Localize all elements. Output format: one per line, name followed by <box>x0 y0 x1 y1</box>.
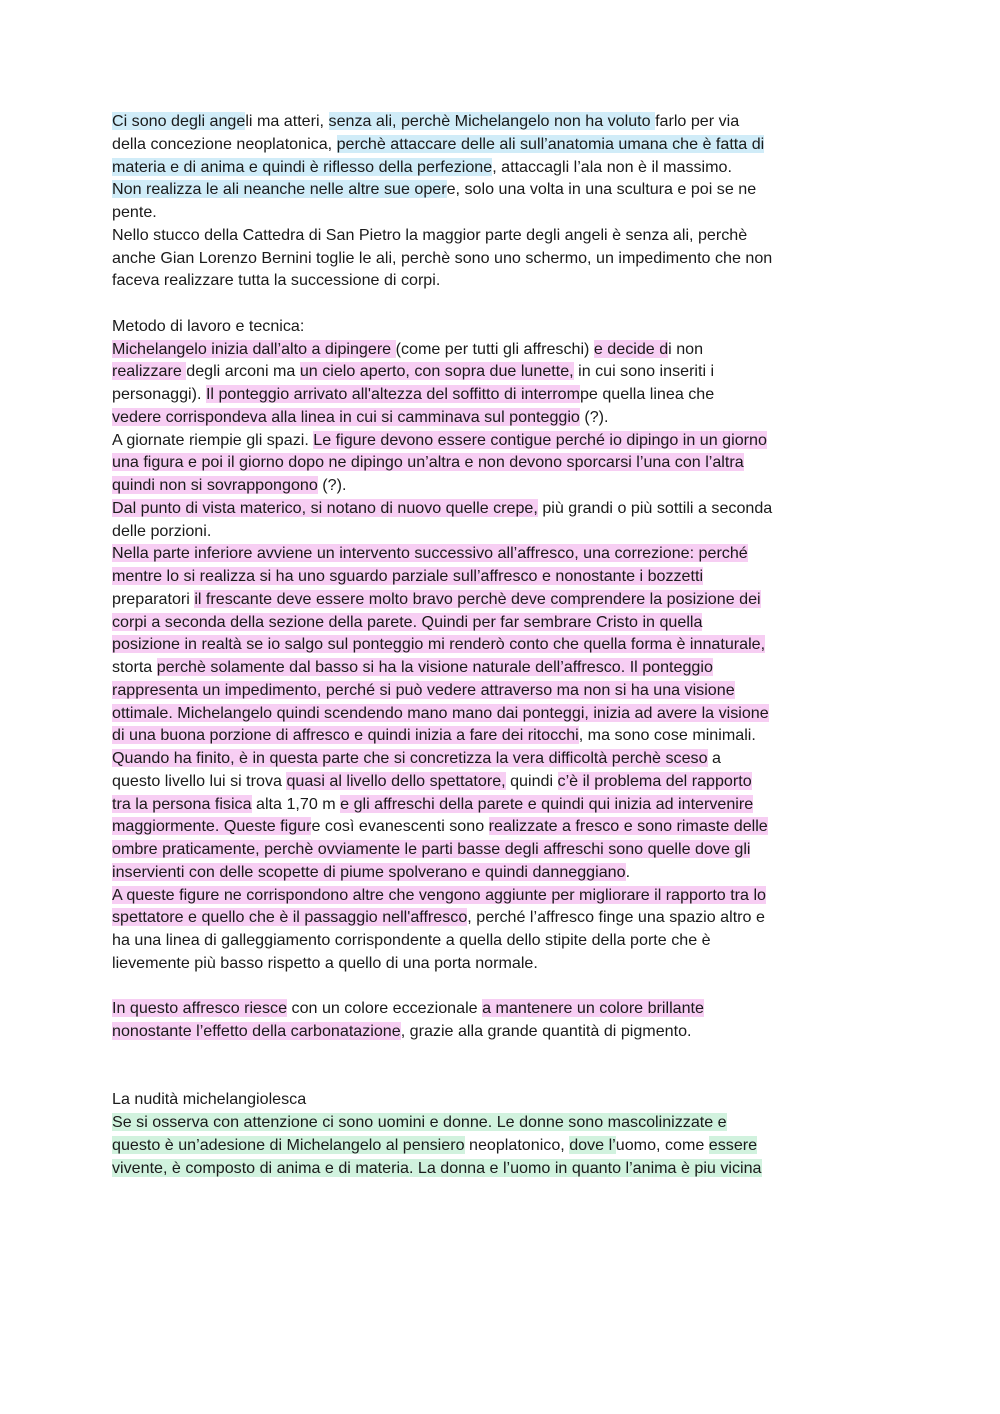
highlighted-text: Michelangelo inizia dall’alto a dipingere <box>112 339 396 358</box>
highlighted-text: Dal punto di vista materico, si notano di nuovo quelle crepe, <box>112 498 538 517</box>
text-segment: più grandi o più sottili a seconda <box>537 498 773 517</box>
text-line <box>112 406 832 429</box>
text-segment: , perché l’affresco finge una spazio altro e <box>467 908 765 927</box>
text-line <box>112 178 832 201</box>
highlighted-text: realizzate a fresco <box>488 817 620 836</box>
highlighted-text: posizione in realtà se io salgo sul ponteggio mi renderò conto che quella forma è innaturale, <box>112 635 766 654</box>
text-segment: farlo per via <box>655 112 740 130</box>
text-line <box>112 702 832 725</box>
highlighted-text: nonostante l’effetto della carbonatazione <box>112 1022 401 1040</box>
text-line <box>112 110 832 133</box>
text-segment: della concezione neoplatonica, <box>112 134 337 153</box>
text-segment: , grazie alla grande quantità di pigmento. <box>400 1022 692 1040</box>
text-line <box>112 269 832 292</box>
text-line <box>112 952 832 975</box>
highlighted-text: e gli affreschi <box>340 794 440 813</box>
text-line <box>112 497 832 520</box>
paragraph-gap <box>112 975 832 998</box>
text-segment: (?). <box>317 476 347 494</box>
text-line <box>112 520 832 543</box>
highlighted-text: essere <box>708 1135 758 1154</box>
text-segment: con un colore eccezionale <box>287 999 483 1018</box>
highlighted-text: perchè solamente dal basso si ha la visione naturale dell’affresco. Il ponteggio <box>156 658 713 676</box>
highlighted-text: dove l’ <box>569 1135 616 1154</box>
text-line <box>112 429 832 452</box>
highlighted-text: perchè attaccare delle ali sull’anatomia umana che è fatta di <box>336 134 765 153</box>
highlighted-text: ottimale. <box>112 703 173 722</box>
highlighted-text: e quindi qui inizia ad intervenire <box>523 794 754 813</box>
highlighted-text: mentre lo si realizza si ha uno sguardo parziale sull’affresco e nonostante i bozzetti <box>112 567 704 585</box>
highlighted-text: Quando ha finito, è in questa parte che si concretizza la vera difficoltà perchè sceso <box>112 749 708 767</box>
text-segment: pente. <box>112 203 157 221</box>
highlighted-text: quindi non si sovrappongono <box>112 476 318 494</box>
highlighted-text: Le figure devono essere contigue perché io dipingo in un giorno <box>313 430 767 449</box>
highlighted-text: un cielo aperto, con sopra due lunette, <box>299 362 574 381</box>
text-segment: personaggi). <box>112 385 206 403</box>
text-segment: A giornate riempie gli spazi. <box>112 430 314 449</box>
text-segment: , ma sono cose minimali. <box>578 726 756 745</box>
highlighted-text: dere corrispondeva alla linea in cui si camminava sul ponteggio <box>129 407 580 426</box>
text-segment: ha una linea di galleggiamento corrispondente a quella dello stipite della porte che è <box>112 931 711 949</box>
highlighted-text: a mantenere un colore brillante <box>482 999 704 1018</box>
text-segment: (come per tutti gli affreschi) <box>395 339 594 358</box>
text-line <box>112 770 832 793</box>
text-segment: lievemente più basso rispetto a quello di una porta normale. <box>112 953 538 972</box>
text-segment: Nello stucco della Cattedra di San Pietro la maggior parte degli angeli è senza ali, perchè <box>112 225 748 244</box>
paragraph-gap <box>112 292 832 315</box>
text-segment: delle porzioni. <box>112 521 212 540</box>
text-line <box>112 793 832 816</box>
highlighted-text: questo è un’adesione di Michelangelo al pensiero <box>112 1135 465 1154</box>
highlighted-text: corpi a seconda della sezione della parete. Quindi per far sembrare Cristo in quella <box>112 612 703 631</box>
text-line <box>112 929 832 952</box>
text-segment: i non <box>668 339 704 358</box>
text-line <box>112 1088 832 1111</box>
text-segment: questo livello lui si trova <box>112 771 287 790</box>
text-segment: Metodo di lavoro e tecnica: <box>112 316 305 335</box>
highlighted-text: In questo affresco riesce <box>112 999 288 1018</box>
highlighted-text: realizzare <box>112 362 187 381</box>
highlighted-text: Se si osserva con attenzione ci sono uomini e donne. Le donne sono mascolinizzate e <box>112 1113 727 1131</box>
text-segment: La nudità michelangiolesca <box>112 1090 307 1109</box>
text-segment: quindi <box>505 771 558 790</box>
text-segment: (?). <box>579 407 609 426</box>
text-line <box>112 656 832 679</box>
text-segment: , attaccagli l’ala non è il massimo. <box>492 157 732 176</box>
text-line <box>112 201 832 224</box>
text-line <box>112 838 832 861</box>
highlighted-text: Michelangelo quindi scendendo mano mano dai ponteggi, inizia ad avere la visione <box>172 703 769 722</box>
highlighted-text: vivente, è composto di anima e di materia. La donna e l’uomo in quanto l’anima è piu vicina <box>112 1158 762 1177</box>
highlighted-text: e decide d <box>593 339 669 358</box>
text-line <box>112 360 832 383</box>
text-line <box>112 224 832 247</box>
text-line <box>112 338 832 361</box>
highlighted-text: quasi al livello dello spettatore, <box>286 771 506 790</box>
text-line <box>112 474 832 497</box>
text-line <box>112 565 832 588</box>
text-line <box>112 451 832 474</box>
text-line <box>112 633 832 656</box>
text-line <box>112 906 832 929</box>
highlighted-text: rappresenta un impedimento, perché si può vedere attraverso ma non si ha una visione <box>112 680 735 699</box>
text-line <box>112 815 832 838</box>
text-line <box>112 156 832 179</box>
highlighted-text: ella parete <box>448 794 524 813</box>
text-line <box>112 315 832 338</box>
text-line <box>112 861 832 884</box>
text-line <box>112 997 832 1020</box>
document-page <box>112 110 832 1179</box>
text-line <box>112 884 832 907</box>
text-line <box>112 383 832 406</box>
highlighted-text: A queste figure ne corrispondono altre che vengono aggiunte per migliorare il rapporto tra lo <box>112 885 766 904</box>
text-line <box>112 724 832 747</box>
text-segment: . <box>625 862 631 881</box>
text-line <box>112 611 832 634</box>
text-line <box>112 1111 832 1134</box>
text-line <box>112 542 832 565</box>
highlighted-text: quello che è il passaggio nell'affresco <box>201 908 468 927</box>
text-line <box>112 747 832 770</box>
text-line <box>112 1020 832 1043</box>
highlighted-text: c’è il problema del rapporto <box>557 771 752 790</box>
highlighted-text: Nella parte inferiore avviene un intervento successivo all’affresco, una correzione: perché <box>112 544 748 563</box>
text-segment: pe quella linea che <box>579 385 715 403</box>
highlighted-text: d <box>439 794 449 813</box>
text-segment: e, solo una volta in una scultura e poi se ne <box>446 180 757 199</box>
text-segment: storta <box>112 658 157 676</box>
text-segment: degli arconi ma <box>186 362 300 381</box>
highlighted-text: il frescante deve essere molto bravo perchè deve comprendere la posizione dei <box>194 589 761 608</box>
text-segment: in cui sono inseriti i <box>573 362 715 381</box>
text-segment: uomo, come <box>615 1135 709 1154</box>
text-line <box>112 679 832 702</box>
text-segment: alta 1,70 m <box>251 794 341 813</box>
text-line <box>112 588 832 611</box>
text-segment: faceva realizzare tutta la successione di corpi. <box>112 271 441 290</box>
text-segment: e così evanescenti sono <box>311 817 489 836</box>
text-line <box>112 133 832 156</box>
highlighted-text: spettatore e <box>112 908 202 927</box>
highlighted-text: tra la persona fisica <box>112 794 252 813</box>
highlighted-text: materia e di anima e quindi è riflesso della perfezione <box>112 157 493 176</box>
text-line <box>112 247 832 270</box>
text-segment: neoplatonico, <box>464 1135 570 1154</box>
highlighted-text: e, perchè ovviamente le parti basse degli affreschi sono quelle dove gli <box>246 840 751 858</box>
text-segment: li ma atteri, <box>245 112 329 130</box>
highlighted-text: di una buona porzione di affresco e quindi inizia a fare dei ritocchi <box>112 726 579 745</box>
highlighted-text: e sono rimaste delle <box>619 817 768 836</box>
highlighted-text: senza ali, perchè Michelangelo non ha voluto <box>328 112 656 130</box>
highlighted-text: ombre praticament <box>112 840 247 858</box>
highlighted-text: Non realizza le ali neanche nelle altre sue oper <box>112 180 447 199</box>
highlighted-text: Ci sono degli ange <box>112 112 246 130</box>
highlighted-text: Il ponteggio arrivato all'altezza del soffitto di interrom <box>205 385 580 403</box>
text-segment: a <box>707 749 721 767</box>
paragraph-gap <box>112 1043 832 1089</box>
text-segment: preparatori <box>112 589 195 608</box>
text-line <box>112 1134 832 1157</box>
highlighted-text: una figura e poi il giorno dopo ne dipingo un’altra e non devono sporcarsi l’una con l’altra <box>112 453 744 472</box>
text-segment: anche Gian Lorenzo Bernini toglie le ali, perchè sono uno schermo, un impedimento che non <box>112 248 773 267</box>
highlighted-text: ve <box>112 407 129 426</box>
text-line <box>112 1157 832 1180</box>
highlighted-text: maggiormente. Queste figur <box>112 817 312 836</box>
highlighted-text: inservienti con delle scopette di piume spolverano e quindi danneggiano <box>112 862 626 881</box>
